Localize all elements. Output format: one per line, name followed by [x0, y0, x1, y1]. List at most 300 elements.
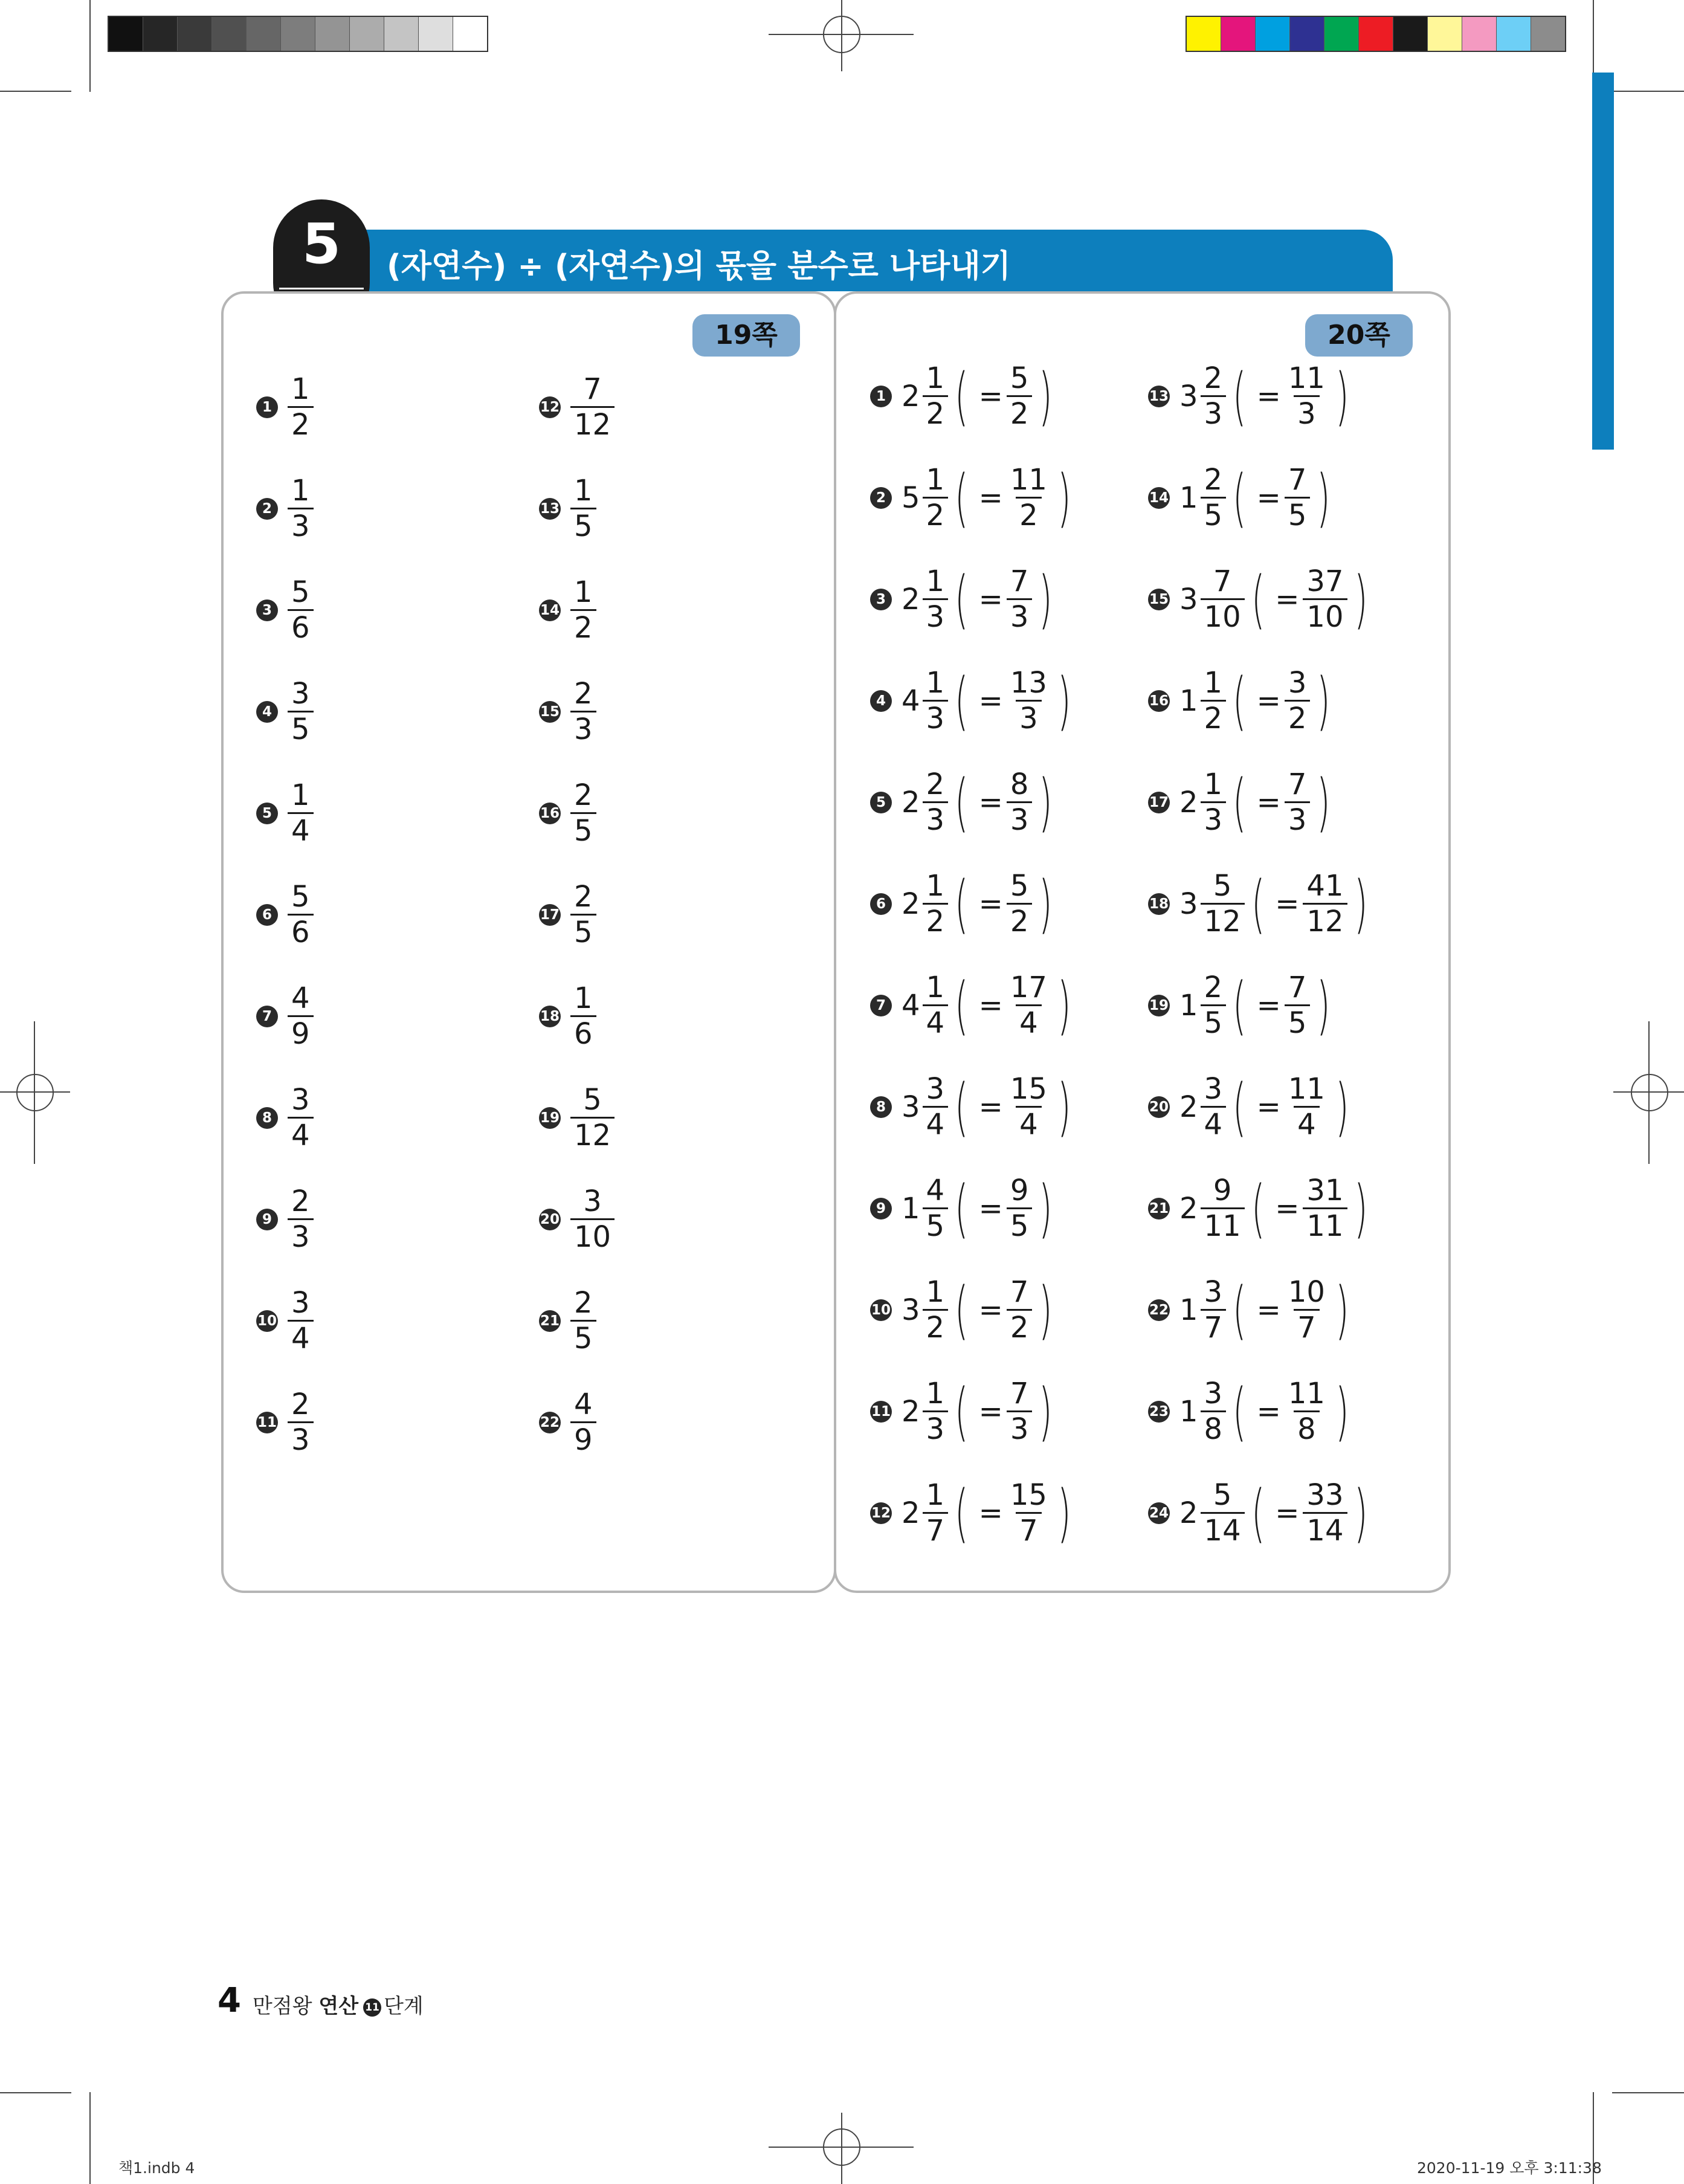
denominator: 3 — [1285, 801, 1311, 835]
denominator: 11 — [1201, 1207, 1245, 1241]
item-number-badge: 18 — [539, 1006, 561, 1027]
equals-sign: = — [1256, 1090, 1281, 1124]
fraction — [288, 1184, 314, 1254]
item-number-badge: 20 — [1148, 1096, 1170, 1118]
item-number-badge: 12 — [870, 1502, 892, 1524]
numerator: 3 — [1204, 1377, 1223, 1410]
numerator: 7 — [1288, 463, 1307, 497]
answer-item — [1148, 1070, 1356, 1144]
open-paren: ( — [955, 664, 969, 738]
item-number-badge: 2 — [870, 487, 892, 509]
fraction — [288, 679, 314, 744]
numerator: 3 — [926, 1072, 945, 1106]
numerator: 7 — [1010, 1377, 1029, 1410]
fraction — [923, 1275, 949, 1345]
color-swatch — [350, 17, 384, 51]
color-swatch — [281, 17, 315, 51]
fraction — [570, 575, 596, 645]
color-swatch — [1531, 17, 1565, 51]
whole-part: 2 — [902, 1394, 920, 1429]
equals-sign: = — [978, 1496, 1003, 1530]
close-paren: ) — [1057, 1476, 1071, 1550]
denominator: 3 — [923, 598, 949, 632]
denominator: 4 — [288, 812, 314, 845]
color-swatch — [1221, 17, 1256, 51]
fraction — [288, 981, 314, 1051]
fraction — [1007, 767, 1033, 837]
registration-mark-right — [1631, 1074, 1668, 1111]
item-number-badge: 20 — [539, 1209, 561, 1230]
item-number-badge: 4 — [256, 701, 278, 723]
answer-item — [1148, 1374, 1356, 1449]
denominator: 12 — [570, 406, 615, 439]
fraction — [288, 476, 314, 541]
denominator: 2 — [1007, 395, 1033, 428]
close-paren: ) — [1057, 968, 1071, 1042]
open-paren: ( — [955, 460, 969, 535]
fraction — [288, 1288, 314, 1353]
color-swatch — [1428, 17, 1462, 51]
registration-mark-top — [823, 16, 860, 53]
denominator: 2 — [923, 497, 949, 530]
numerator: 31 — [1306, 1174, 1344, 1207]
whole-part: 1 — [1179, 988, 1198, 1023]
item-number-badge: 1 — [256, 396, 278, 418]
item-number-badge: 7 — [870, 995, 892, 1016]
open-paren: ( — [1233, 359, 1247, 433]
fraction — [923, 564, 949, 634]
denominator: 5 — [1285, 1004, 1311, 1038]
registration-mark-left — [16, 1074, 54, 1111]
answer-item — [1148, 968, 1337, 1042]
whole-part: 1 — [1179, 683, 1198, 718]
denominator: 14 — [1201, 1512, 1245, 1545]
denominator: 12 — [1303, 903, 1347, 936]
denominator: 2 — [1016, 497, 1042, 530]
answer-item — [870, 765, 1059, 839]
denominator: 5 — [570, 812, 596, 845]
equals-sign: = — [978, 480, 1003, 515]
numerator: 5 — [291, 880, 310, 914]
numerator: 2 — [1204, 361, 1223, 395]
denominator: 5 — [1201, 497, 1227, 530]
item-number-badge: 21 — [539, 1310, 561, 1332]
open-paren: ( — [955, 1171, 969, 1245]
answer-item — [1148, 1476, 1374, 1550]
fraction — [923, 767, 949, 837]
numerator: 4 — [291, 981, 310, 1015]
fraction — [923, 465, 949, 530]
numerator: 7 — [1010, 1275, 1029, 1309]
fraction — [1007, 465, 1051, 530]
denominator: 5 — [570, 1320, 596, 1353]
numerator: 1 — [926, 1275, 945, 1309]
open-paren: ( — [955, 968, 969, 1042]
whole-part: 2 — [1179, 1496, 1198, 1530]
denominator: 10 — [1303, 598, 1347, 632]
whole-part: 3 — [1179, 582, 1198, 616]
fraction — [923, 973, 949, 1038]
answer-item — [256, 882, 314, 947]
denominator: 2 — [288, 406, 314, 439]
answer-item — [1148, 359, 1356, 433]
answer-item — [870, 359, 1059, 433]
denominator: 3 — [1201, 395, 1227, 428]
denominator: 3 — [288, 1218, 314, 1252]
fraction — [570, 778, 596, 848]
item-number-badge: 7 — [256, 1006, 278, 1027]
fraction — [570, 372, 615, 442]
close-paren: ) — [1039, 1171, 1053, 1245]
item-number-badge: 13 — [1148, 386, 1170, 407]
open-paren: ( — [1233, 1070, 1247, 1144]
answer-item — [539, 1085, 615, 1150]
fraction — [1201, 869, 1245, 939]
answer-item — [1148, 1273, 1356, 1347]
fraction — [288, 372, 314, 442]
answer-item — [1148, 664, 1337, 738]
close-paren: ) — [1335, 1374, 1349, 1449]
equals-sign: = — [1256, 683, 1281, 718]
whole-part: 3 — [1179, 887, 1198, 921]
numerator: 2 — [291, 1184, 310, 1218]
whole-part: 1 — [1179, 1293, 1198, 1327]
denominator: 10 — [570, 1218, 615, 1252]
whole-part: 4 — [902, 988, 920, 1023]
close-paren: ) — [1317, 968, 1331, 1042]
item-number-badge: 22 — [539, 1412, 561, 1433]
fraction — [1201, 465, 1227, 530]
denominator: 3 — [1007, 1410, 1033, 1444]
open-paren: ( — [1233, 1374, 1247, 1449]
fraction — [1007, 564, 1033, 634]
equals-sign: = — [978, 683, 1003, 718]
numerator: 2 — [574, 677, 593, 711]
color-swatch — [315, 17, 350, 51]
whole-part: 3 — [902, 1090, 920, 1124]
denominator: 5 — [288, 711, 314, 744]
fraction — [1201, 564, 1245, 634]
open-paren: ( — [955, 765, 969, 839]
numerator: 5 — [583, 1083, 602, 1117]
item-number-badge: 15 — [539, 701, 561, 723]
whole-part: 2 — [902, 1496, 920, 1530]
fraction — [1007, 973, 1051, 1038]
fraction — [570, 1184, 615, 1254]
open-paren: ( — [1233, 460, 1247, 535]
fraction — [1285, 767, 1311, 837]
close-paren: ) — [1039, 765, 1053, 839]
numerator: 9 — [1213, 1174, 1232, 1207]
fraction — [1201, 1072, 1227, 1142]
equals-sign: = — [978, 582, 1003, 616]
chapter-side-tab — [1592, 73, 1614, 450]
answer-item — [256, 1288, 314, 1353]
step-suffix: 단계 — [384, 1994, 424, 2018]
item-number-badge: 2 — [256, 498, 278, 520]
registration-mark-bottom — [823, 2128, 860, 2166]
fraction — [1285, 973, 1311, 1038]
item-number-badge: 8 — [256, 1107, 278, 1129]
day-divider — [279, 288, 364, 289]
close-paren: ) — [1039, 1374, 1053, 1449]
equals-sign: = — [1256, 988, 1281, 1023]
fraction — [1201, 361, 1227, 431]
close-paren: ) — [1057, 460, 1071, 535]
book-title — [253, 1989, 424, 2019]
numerator: 11 — [1010, 463, 1047, 497]
fraction — [1285, 668, 1311, 733]
color-swatch — [1359, 17, 1393, 51]
denominator: 4 — [288, 1117, 314, 1150]
numerator: 1 — [1204, 666, 1223, 700]
fraction — [1007, 1072, 1051, 1142]
equals-sign: = — [1275, 887, 1300, 921]
item-number-badge: 10 — [256, 1310, 278, 1332]
fraction — [1007, 1176, 1033, 1241]
fraction — [1303, 869, 1347, 939]
item-number-badge: 5 — [870, 792, 892, 813]
fraction — [1201, 767, 1227, 837]
numerator: 5 — [1213, 869, 1232, 903]
denominator: 12 — [570, 1117, 615, 1150]
fraction — [1201, 1379, 1227, 1444]
color-swatch — [453, 17, 487, 51]
close-paren: ) — [1353, 867, 1367, 941]
fraction — [923, 1379, 949, 1444]
book-prefix: 만점왕 — [253, 1994, 312, 2018]
color-swatch — [1393, 17, 1428, 51]
whole-part: 1 — [902, 1191, 920, 1226]
page-badge-19: 19쪽 — [692, 314, 800, 357]
whole-part: 3 — [902, 1293, 920, 1327]
step-badge: 11 — [363, 1998, 381, 2017]
item-number-badge: 18 — [1148, 893, 1170, 915]
fraction — [288, 1390, 314, 1455]
numerator: 1 — [291, 474, 310, 508]
answer-item — [539, 476, 596, 541]
numerator: 4 — [926, 1174, 945, 1207]
close-paren: ) — [1335, 359, 1349, 433]
color-swatch — [1462, 17, 1497, 51]
answer-item — [870, 562, 1059, 636]
numerator: 13 — [1010, 666, 1047, 700]
item-number-badge: 15 — [1148, 589, 1170, 610]
numerator: 7 — [583, 372, 602, 406]
denominator: 7 — [1294, 1309, 1320, 1342]
fraction — [570, 882, 596, 947]
open-paren: ( — [1233, 1273, 1247, 1347]
denominator: 8 — [1201, 1410, 1227, 1444]
numerator: 1 — [926, 1377, 945, 1410]
fraction — [570, 1390, 596, 1455]
denominator: 2 — [1201, 700, 1227, 733]
close-paren: ) — [1317, 664, 1331, 738]
fraction — [570, 1085, 615, 1150]
denominator: 2 — [923, 395, 949, 428]
whole-part: 2 — [902, 887, 920, 921]
numerator: 1 — [291, 372, 310, 406]
denominator: 3 — [1201, 801, 1227, 835]
fraction — [1201, 668, 1227, 733]
page-number: 4 — [218, 1981, 241, 2020]
answer-item — [256, 679, 314, 744]
fraction — [1285, 1379, 1329, 1444]
equals-sign: = — [978, 887, 1003, 921]
open-paren: ( — [1251, 1171, 1265, 1245]
fraction — [288, 575, 314, 645]
numerator: 1 — [926, 564, 945, 598]
item-number-badge: 6 — [256, 904, 278, 926]
denominator: 4 — [923, 1004, 949, 1038]
numerator: 1 — [926, 971, 945, 1004]
numerator: 1 — [574, 474, 593, 508]
answer-item — [870, 1171, 1059, 1245]
denominator: 9 — [570, 1421, 596, 1455]
answer-item — [870, 1070, 1078, 1144]
numerator: 15 — [1010, 1478, 1047, 1512]
close-paren: ) — [1057, 1070, 1071, 1144]
color-swatch — [1497, 17, 1531, 51]
fraction — [1303, 564, 1347, 634]
item-number-badge: 8 — [870, 1096, 892, 1118]
numerator: 1 — [926, 1478, 945, 1512]
open-paren: ( — [955, 562, 969, 636]
whole-part: 3 — [1179, 379, 1198, 413]
denominator: 6 — [570, 1015, 596, 1048]
fraction — [1201, 973, 1227, 1038]
left-answer-panel — [221, 291, 836, 1593]
fraction — [1285, 1072, 1329, 1142]
close-paren: ) — [1317, 765, 1331, 839]
answer-item — [870, 1374, 1059, 1449]
fraction — [570, 679, 596, 744]
close-paren: ) — [1335, 1070, 1349, 1144]
answer-item — [256, 372, 314, 442]
item-number-badge: 13 — [539, 498, 561, 520]
answer-item — [1148, 562, 1374, 636]
equals-sign: = — [1256, 1394, 1281, 1429]
fraction — [1007, 1379, 1033, 1444]
color-swatch — [419, 17, 453, 51]
fraction — [1285, 465, 1311, 530]
fraction — [1007, 869, 1033, 939]
fraction — [570, 981, 596, 1051]
numerator: 2 — [926, 767, 945, 801]
numerator: 15 — [1010, 1072, 1047, 1106]
answer-item — [539, 981, 596, 1051]
equals-sign: = — [978, 1090, 1003, 1124]
answer-item — [539, 1184, 615, 1254]
numerator: 2 — [574, 778, 593, 812]
open-paren: ( — [1233, 765, 1247, 839]
item-number-badge: 16 — [1148, 690, 1170, 712]
answer-item — [539, 372, 615, 442]
numerator: 11 — [1288, 1377, 1325, 1410]
numerator: 1 — [926, 666, 945, 700]
whole-part: 2 — [1179, 1090, 1198, 1124]
page-badge-20: 20쪽 — [1305, 314, 1413, 357]
item-number-badge: 17 — [539, 904, 561, 926]
numerator: 3 — [1204, 1275, 1223, 1309]
fraction — [570, 1288, 596, 1353]
answer-item — [539, 575, 596, 645]
answer-item — [539, 1288, 596, 1353]
answer-item — [539, 1390, 596, 1455]
fraction — [923, 1072, 949, 1142]
item-number-badge: 14 — [1148, 487, 1170, 509]
denominator: 3 — [570, 711, 596, 744]
whole-part: 2 — [1179, 1191, 1198, 1226]
denominator: 3 — [923, 1410, 949, 1444]
denominator: 3 — [923, 801, 949, 835]
numerator: 7 — [1288, 971, 1307, 1004]
denominator: 7 — [923, 1512, 949, 1545]
denominator: 5 — [1007, 1207, 1033, 1241]
fraction — [288, 778, 314, 848]
open-paren: ( — [1233, 664, 1247, 738]
equals-sign: = — [978, 1293, 1003, 1327]
numerator: 2 — [574, 880, 593, 914]
close-paren: ) — [1057, 664, 1071, 738]
numerator: 3 — [291, 677, 310, 711]
numerator: 2 — [291, 1388, 310, 1421]
answer-item — [256, 981, 314, 1051]
denominator: 4 — [1016, 1004, 1042, 1038]
numerator: 7 — [1288, 767, 1307, 801]
color-swatch — [178, 17, 212, 51]
close-paren: ) — [1039, 867, 1053, 941]
denominator: 12 — [1201, 903, 1245, 936]
denominator: 8 — [1294, 1410, 1320, 1444]
denominator: 10 — [1201, 598, 1245, 632]
item-number-badge: 4 — [870, 690, 892, 712]
close-paren: ) — [1353, 562, 1367, 636]
equals-sign: = — [1256, 379, 1281, 413]
equals-sign: = — [1256, 785, 1281, 819]
equals-sign: = — [978, 379, 1003, 413]
item-number-badge: 3 — [870, 589, 892, 610]
equals-sign: = — [978, 785, 1003, 819]
fraction — [923, 1478, 949, 1548]
item-number-badge: 19 — [539, 1107, 561, 1129]
fraction — [923, 869, 949, 939]
denominator: 6 — [288, 914, 314, 947]
color-swatch — [1256, 17, 1290, 51]
numerator: 41 — [1306, 869, 1344, 903]
close-paren: ) — [1317, 460, 1331, 535]
denominator: 7 — [1201, 1309, 1227, 1342]
numerator: 3 — [583, 1184, 602, 1218]
denominator: 2 — [1007, 1309, 1033, 1342]
numerator: 1 — [574, 575, 593, 609]
numerator: 1 — [926, 869, 945, 903]
fraction — [1007, 1478, 1051, 1548]
item-number-badge: 14 — [539, 599, 561, 621]
whole-part: 2 — [902, 785, 920, 819]
denominator: 3 — [1294, 395, 1320, 428]
denominator: 3 — [288, 1421, 314, 1455]
numerator: 9 — [1010, 1174, 1029, 1207]
item-number-badge: 1 — [870, 386, 892, 407]
open-paren: ( — [955, 1070, 969, 1144]
fraction — [1007, 361, 1033, 431]
denominator: 2 — [923, 903, 949, 936]
open-paren: ( — [955, 1273, 969, 1347]
denominator: 4 — [288, 1320, 314, 1353]
equals-sign: = — [1256, 480, 1281, 515]
denominator: 3 — [1007, 598, 1033, 632]
